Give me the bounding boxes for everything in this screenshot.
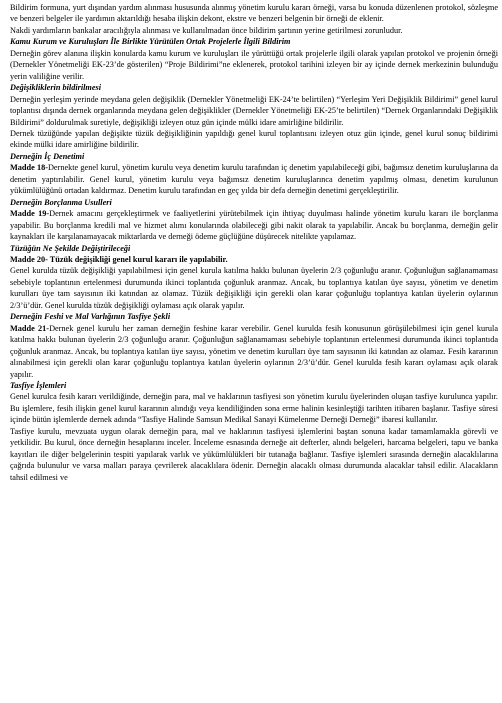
heading-change-notifications: Değişikliklerin bildirilmesi	[10, 83, 101, 93]
article-19-lead: Madde 19-	[10, 209, 50, 219]
article-18-text: Dernekte genel kurul, yönetim kurulu veya denetim kurulu tarafından iç denetim yapılabileceği gibi, bağımsız denetim kuruluşlarına da denetim yaptırılabilir. Genel kurul, yönetim kurulu veya bağımsız denetim kuruluşlarınca denetim yapılmış olması, denetim kurulunun yükümlülüğünü ortadan kaldırmaz. Denetim kurulu tarafından en geç yılda bir defa derneğin denetimi gerçekleştirilir.	[10, 163, 499, 196]
paragraph-change-notifications: Derneğin yerleşim yerinde meydana gelen değişiklik (Dernekler Yönetmeliği EK-24’te belirtilen) “Yerleşim Yeri Değişiklik Bildirimi” genel kurul toplantısı dışında dernek organlarında meydana gelen değişiklikler (Dernekler Yönetmeliği EK-25’te belirtilen) “Dernek Organlarındaki Değişiklik Bildirimi” doldurulmak suretiyle, değişikliği izleyen otuz gün içinde mülki idare amirliğine bildirilir.	[10, 94, 498, 127]
paragraph-liquidation-board: Tasfiye kurulu, mevzuata uygun olarak derneğin para, mal ve haklarının tasfiyesi işlemlerini baştan sonuna kadar tamamlamakla görevli ve yetkilidir. Bu kurul, önce derneğin hesaplarını inceler. İnceleme esnasında derneğe ait defterler, alındı belgeleri, harcama belgeleri, tapu ve banka kayıtları ile diğer belgelerinin tespiti yapılarak varlık ve yükümlülükleri bir tutanağa bağlanır. Tasfiye işlemleri sırasında derneğin alacaklılarına çağrıda bulunulur ve varsa malları paraya çevrilerek alacaklılara ödenir. Derneğin alacaklı olması durumunda alacaklar tahsil edilir. Alacakların tahsil edilmesi ve	[10, 426, 498, 482]
heading-liquidation: Tasfiye İşlemleri	[10, 380, 67, 390]
paragraph-liquidation-start: Genel kurulca fesih kararı verildiğinde, derneğin para, mal ve haklarının tasfiyesi son yönetim kurulu üyelerinden oluşan tasfiye kurulunca yapılır. Bu işlemlere, fesih ilişkin genel kurul kararının alındığı veya kendiliğinden sona erme halinin kesinleştiği tarihten itibaren başlanır. Tasfiye süresi içinde bütün işlemlerde dernek adında “Tasfiye Halinde Samsun Medikal Sanayi Kümelenme Derneği Derneği” ibaresi kullanılır.	[10, 392, 498, 425]
heading-statute-amendment: Tüzüğün Ne Şekilde Değiştirileceği	[10, 243, 131, 253]
paragraph-article-21	[10, 323, 498, 380]
heading-borrowing: Derneğin Borçlanma Usulleri	[10, 197, 112, 207]
paragraph-cash-aid-banks: Nakdi yardımların bankalar aracılığıyla alınması ve kullanılmadan önce bildirim şartının yerine getirilmesi zorunludur.	[10, 25, 403, 35]
paragraph-foreign-aid-attachments: Bildirim formuna, yurt dışından yardım alınması hususunda alınmış yönetim kurulu kararı örneği, varsa bu konuda düzenlenen protokol, sözleşme ve benzeri belgeler ile yardımın aktarıldığı hesaba ilişkin dekont, ekstre ve benzeri belgenin bir örneği de eklenir.	[10, 3, 498, 24]
paragraph-joint-projects: Derneğin görev alanına ilişkin konularda kamu kurum ve kuruluşları ile yürüttüğü ortak projelerle ilgili olarak yapılan protokol ve projenin örneği (Dernekler Yönetmeliği EK-23’de gösterilen) “Proje Bildirimi”ne eklenerek, protokol tarihini izleyen bir ay içinde dernek merkezinin bulunduğu yerin valiliğine verilir.	[10, 48, 498, 81]
heading-internal-audit: Derneğin İç Denetimi	[10, 151, 85, 161]
article-18-lead: Madde 18-	[10, 163, 48, 173]
paragraph-article-20: Genel kurulda tüzük değişikliği yapılabilmesi için genel kurula katılma hakkı bulunan üyelerin 2/3 çoğunluğu aranır. Çoğunluğun sağlanamaması sebebiyle toplantının ertelenmesi durumunda ikinci toplantıda çoğunluk aranmaz. Ancak, bu toplantıya katılan üye sayısı, yönetim ve denetim kurulları üye tam sayısının iki katından az olamaz. Tüzük değişikliği için gerekli olan karar çoğunluğu toplantıya katılan üyelerin oylarının 2/3’ü’dür. Genel kurulda tüzük değişikliği oylaması açık olarak yapılır.	[10, 266, 498, 310]
paragraph-article-18	[10, 162, 498, 196]
paragraph-article-19	[10, 208, 498, 242]
article-21-lead: Madde 21-	[10, 323, 50, 333]
article-21-text: Dernek genel kurulu her zaman derneğin feshine karar verebilir. Genel kurulda fesih konusunun görüşülebilmesi için genel kurula katılma hakkı bulunan üyelerin 2/3 çoğunluğu aranır. Çoğunluğun sağlanamaması sebebiyle toplantının ertelenmesi durumunda ikinci toplantıda çoğunluk aranmaz. Ancak, bu toplantıya katılan üye sayısı, yönetim ve denetim kurulları üye tam sayısının iki katından az olamaz. Fesih kararının alınabilmesi için gerekli olan karar çoğunluğu toplantıya katılan üyelerin oylarının 2/3’ü’dür. Genel kurulda fesih kararı oylaması açık olarak yapılır.	[10, 323, 499, 379]
heading-joint-projects: Kamu Kurum ve Kuruluşları İle Birlikte Yürütülen Ortak Projelerle İlgili Bildirim	[10, 37, 291, 47]
heading-dissolution: Derneğin Feshi ve Mal Varlığının Tasfiye Şekli	[10, 312, 171, 322]
article-20-heading: Madde 20- Tüzük değişikliği genel kurul kararı ile yapılabilir.	[10, 254, 228, 264]
article-19-text: Dernek amacını gerçekleştirmek ve faaliyetlerini yürütebilmek için ihtiyaç duyulması halinde yönetim kurulu kararı ile borçlanma yapabilir. Bu borçlanma kredili mal ve hizmet alımı konularında olabileceği gibi nakit olarak ta yapılabilir. Ancak bu borçlanma, derneğin gelir kaynakları ile karşılanamayacak miktarlarda ve derneği ödeme güçlüğüne düşürecek nitelikte yapılamaz.	[10, 209, 498, 242]
paragraph-statute-change-notice: Dernek tüzüğünde yapılan değişikte tüzük değişikliğinin yapıldığı genel kurul toplantısını izleyen otuz gün içinde, genel kurul sonuç bildirimi ekinde mülki idare amirliğine bildirilir.	[10, 128, 498, 150]
